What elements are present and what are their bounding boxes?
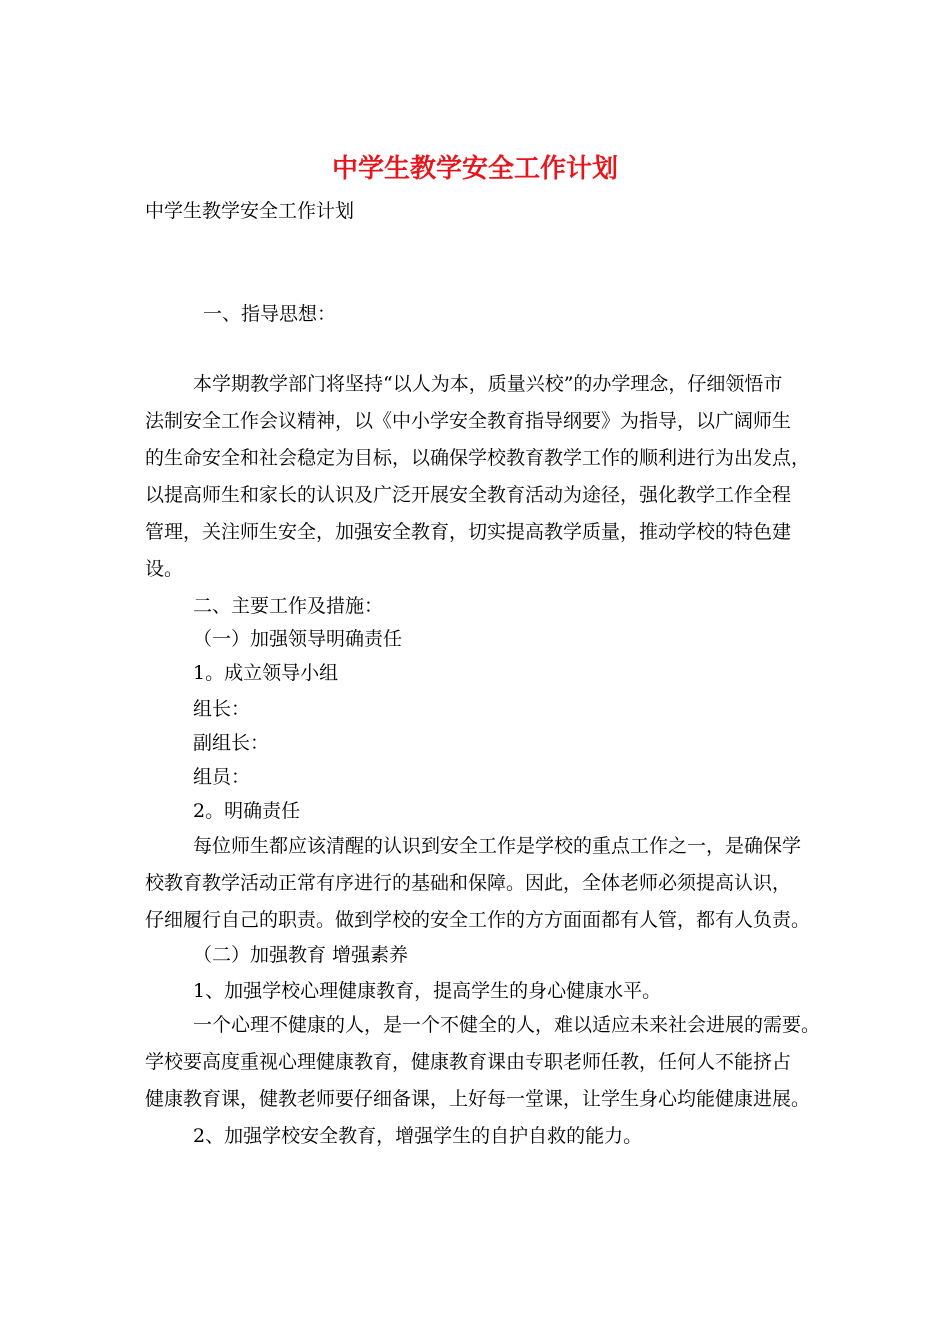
subsection-heading: （二）加强教育 增强素养 xyxy=(193,944,409,966)
list-item: 1、加强学校心理健康教育，提高学生的身心健康水平。 xyxy=(193,980,662,1002)
document-title: 中学生教学安全工作计划 xyxy=(331,154,618,184)
subsection-heading: （一）加强领导明确责任 xyxy=(193,628,403,650)
list-item: 组员： xyxy=(193,766,251,788)
paragraph-line: 法制安全工作会议精神，以《中小学安全教育指导纲要》为指导，以广阔师生 xyxy=(145,410,792,432)
paragraph-line: 的生命安全和社会稳定为目标，以确保学校教育教学工作的顺利进行为出发点， xyxy=(145,447,811,469)
paragraph-line: 设。 xyxy=(145,558,184,580)
paragraph-line: 本学期教学部门将坚持“以人为本，质量兴校”的办学理念，仔细领悟市 xyxy=(193,373,783,395)
paragraph-line: 校教育教学活动正常有序进行的基础和保障。因此，全体老师必须提高认识， xyxy=(145,872,792,894)
paragraph-line: 管理，关注师生安全，加强安全教育，切实提高教学质量，推动学校的特色建 xyxy=(145,521,792,543)
list-item: 2、加强学校安全教育，增强学生的自护自救的能力。 xyxy=(193,1125,643,1147)
list-item: 1。成立领导小组 xyxy=(193,662,339,684)
document-subtitle: 中学生教学安全工作计划 xyxy=(145,200,355,222)
paragraph-line: 学校要高度重视心理健康教育，健康教育课由专职老师任教，任何人不能挤占 xyxy=(145,1051,792,1073)
list-item: 2。明确责任 xyxy=(193,800,301,822)
list-item: 组长： xyxy=(193,698,251,720)
paragraph-line: 仔细履行自己的职责。做到学校的安全工作的方方面面都有人管，都有人负责。 xyxy=(145,909,811,931)
list-item: 副组长： xyxy=(193,732,270,754)
paragraph-line: 每位师生都应该清醒的认识到安全工作是学校的重点工作之一，是确保学 xyxy=(193,835,802,857)
section-heading: 二、主要工作及措施： xyxy=(193,595,384,617)
paragraph-line: 一个心理不健康的人，是一个不健全的人，难以适应未来社会进展的需要。 xyxy=(193,1014,821,1036)
section-heading: 一、指导思想： xyxy=(203,303,337,325)
paragraph-line: 健康教育课，健教老师要仔细备课，上好每一堂课，让学生身心均能健康进展。 xyxy=(145,1088,811,1110)
paragraph-line: 以提高师生和家长的认识及广泛开展安全教育活动为途径，强化教学工作全程 xyxy=(145,484,792,506)
